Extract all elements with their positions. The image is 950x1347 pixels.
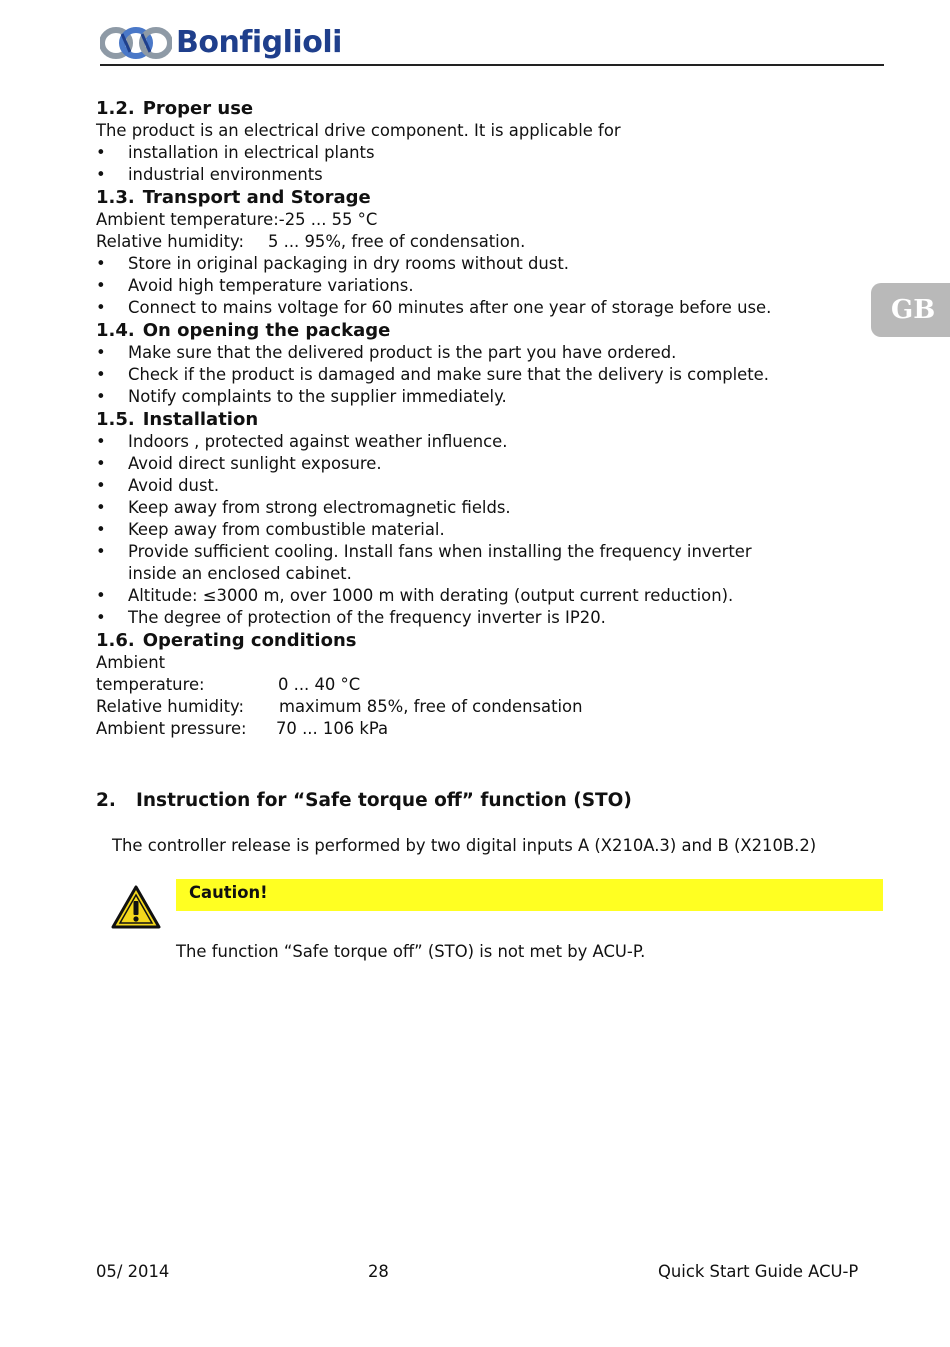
spec-value: maximum 85%, free of condensation <box>279 697 583 716</box>
list-item: • Avoid direct sunlight exposure. <box>96 453 856 475</box>
spec-line <box>96 209 856 231</box>
bullet-list <box>96 142 856 186</box>
section-title: Operating conditions <box>142 630 357 651</box>
bullet-list <box>96 342 856 408</box>
header-divider <box>100 64 884 66</box>
spec-value: 70 ... 106 kPa <box>276 719 389 738</box>
spec-label: Ambient temperature: <box>96 210 279 229</box>
list-item: • Avoid dust. <box>96 475 856 497</box>
spec-label: Relative humidity: <box>96 697 245 716</box>
list-item: • Connect to mains voltage for 60 minutes after one year of storage before use. <box>96 297 856 319</box>
section-heading <box>96 186 856 209</box>
warning-triangle-icon <box>110 884 162 934</box>
list-item: • Check if the product is damaged and make sure that the delivery is complete. <box>96 364 856 386</box>
spec-value: 0 ... 40 °C <box>278 675 361 694</box>
caution-text: The function “Safe torque off” (STO) is not met by ACU-P. <box>176 942 646 961</box>
section-number: 2. <box>96 790 116 811</box>
spec-value: -25 ... 55 °C <box>278 210 378 229</box>
caution-banner <box>176 879 883 911</box>
section-number: 1.5. <box>96 409 135 430</box>
page-number: 28 <box>368 1262 389 1281</box>
list-item: • Keep away from strong electromagnetic fields. <box>96 497 856 519</box>
section-title: Installation <box>142 409 259 430</box>
section-number: 1.4. <box>96 320 135 341</box>
list-item: • Altitude: ≤3000 m, over 1000 m with derating (output current reduction). <box>96 585 856 607</box>
bullet-list <box>96 253 856 319</box>
section-title: Proper use <box>142 98 254 119</box>
bullet-list <box>96 431 856 629</box>
brand-name: Bonfiglioli <box>176 24 342 60</box>
brand-logo <box>100 20 342 64</box>
spec-label: Ambient temperature: <box>96 653 205 694</box>
list-item: • Notify complaints to the supplier immediately. <box>96 386 856 408</box>
section-number: 1.6. <box>96 630 135 651</box>
spec-line <box>96 696 856 718</box>
list-item: • Make sure that the delivered product is the part you have ordered. <box>96 342 856 364</box>
list-item: • installation in electrical plants <box>96 142 856 164</box>
list-item: • Keep away from combustible material. <box>96 519 856 541</box>
section-heading <box>96 97 856 120</box>
section-title: Transport and Storage <box>142 187 371 208</box>
spec-line <box>96 652 856 696</box>
caution-label: Caution! <box>189 883 268 902</box>
paragraph: The controller release is performed by two digital inputs A (X210A.3) and B (X210B.2) <box>112 836 817 855</box>
section-number: 1.2. <box>96 98 135 119</box>
document-body <box>96 97 856 740</box>
footer-doc-title: Quick Start Guide ACU-P <box>658 1262 859 1281</box>
list-item: • Indoors , protected against weather influence. <box>96 431 856 453</box>
bonfiglioli-logo-icon <box>100 22 172 62</box>
section-title: On opening the package <box>142 320 391 341</box>
language-tab-label: GB <box>891 295 936 325</box>
spec-line <box>96 231 856 253</box>
list-item: • Store in original packaging in dry rooms without dust. <box>96 253 856 275</box>
list-item: • Provide sufficient cooling. Install fans when installing the frequency inverter inside an enclosed cabinet. <box>96 541 856 585</box>
list-item: • The degree of protection of the frequency inverter is IP20. <box>96 607 856 629</box>
spec-label: Relative humidity: <box>96 232 245 251</box>
section-heading <box>96 789 632 813</box>
spec-line <box>96 718 856 740</box>
list-item: • Avoid high temperature variations. <box>96 275 856 297</box>
footer-date: 05/ 2014 <box>96 1262 170 1281</box>
section-number: 1.3. <box>96 187 135 208</box>
list-item: • industrial environments <box>96 164 856 186</box>
section-heading <box>96 319 856 342</box>
section-title: Instruction for “Safe torque off” function (STO) <box>136 790 632 811</box>
spec-label: Ambient pressure: <box>96 719 247 738</box>
section-heading <box>96 629 856 652</box>
language-tab[interactable] <box>871 283 950 337</box>
spec-value: 5 ... 95%, free of condensation. <box>268 232 526 251</box>
paragraph: The product is an electrical drive component. It is applicable for <box>96 121 621 140</box>
section-heading <box>96 408 856 431</box>
